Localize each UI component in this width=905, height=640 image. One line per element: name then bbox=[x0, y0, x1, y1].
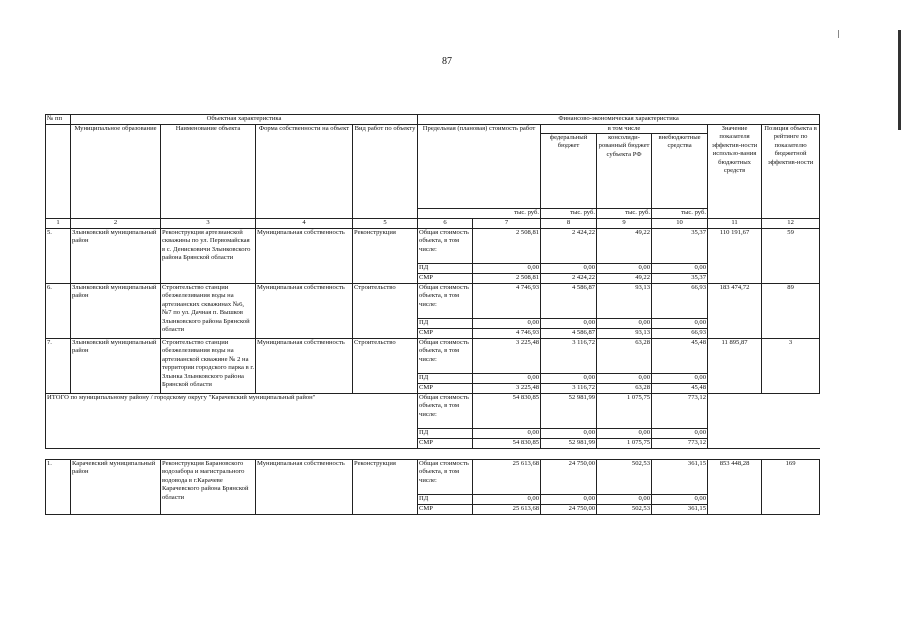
extrabudget-header: внебюджетные средства bbox=[658, 133, 701, 149]
including-subheaders bbox=[541, 134, 707, 208]
row-num: 1. bbox=[46, 459, 71, 514]
row-object-name: Реконструкция артезианской скважины по ул. Первомайская в с. Денисковичи Злынковского района Брянской области bbox=[161, 228, 256, 283]
row-smr-federal: 4 586,87 bbox=[541, 328, 597, 338]
itogo-pd-label: ПД bbox=[418, 428, 473, 438]
corner-mark bbox=[838, 30, 839, 38]
col-number: 12 bbox=[762, 218, 820, 228]
row-ownership: Муниципальная собственность bbox=[256, 228, 353, 283]
row-pd-cost: 0,00 bbox=[473, 318, 541, 328]
row-total-consolidated: 93,13 bbox=[597, 283, 652, 318]
col-number: 2 bbox=[71, 218, 161, 228]
efficiency-header: Значение показателя эффектив-ности использо-вания бюджетных средств bbox=[708, 124, 762, 218]
row-pd-extrabudget: 0,00 bbox=[652, 318, 708, 328]
row-pd-cost: 0,00 bbox=[473, 373, 541, 383]
row-total-federal: 3 116,72 bbox=[541, 338, 597, 373]
itogo-pd-federal: 0,00 bbox=[541, 428, 597, 438]
row-total-federal: 4 586,87 bbox=[541, 283, 597, 318]
section-gap-row bbox=[46, 448, 820, 459]
row-pd-federal: 0,00 bbox=[541, 494, 597, 504]
unit-cost: тыс. руб. bbox=[418, 208, 541, 218]
unit-federal: тыс. руб. bbox=[541, 208, 597, 218]
row-smr-federal: 3 116,72 bbox=[541, 383, 597, 393]
row-total-consolidated: 49,22 bbox=[597, 228, 652, 263]
itogo-rank bbox=[762, 393, 820, 448]
col-number: 10 bbox=[652, 218, 708, 228]
row-total-extrabudget: 66,93 bbox=[652, 283, 708, 318]
ownership-header: Форма собственности на объект bbox=[256, 124, 353, 218]
row-efficiency: 853 448,28 bbox=[708, 459, 762, 514]
row-total-extrabudget: 45,48 bbox=[652, 338, 708, 373]
col-number: 11 bbox=[708, 218, 762, 228]
row-smr-consolidated: 63,28 bbox=[597, 383, 652, 393]
row-work-type: Реконструкция bbox=[353, 459, 418, 514]
work-type-header: Вид работ по объекту bbox=[353, 124, 418, 218]
col-number: 3 bbox=[161, 218, 256, 228]
row-pd-cost: 0,00 bbox=[473, 494, 541, 504]
row-object-name: Строительство станции обезжелезивания воды на артезианских скважинах №6, №7 по ул. Дачная п. Вышков Злынковского района Брянской области bbox=[161, 283, 256, 338]
col-num-header-cont bbox=[46, 124, 71, 218]
row-total-consolidated: 63,28 bbox=[597, 338, 652, 373]
row-pd-extrabudget: 0,00 bbox=[652, 373, 708, 383]
row-municipality: Злынковский муниципальный район bbox=[71, 283, 161, 338]
row-pd-federal: 0,00 bbox=[541, 373, 597, 383]
row-pd-consolidated: 0,00 bbox=[597, 494, 652, 504]
col-number: 5 bbox=[353, 218, 418, 228]
object-name-header: Наименование объекта bbox=[161, 124, 256, 218]
row-pd-extrabudget: 0,00 bbox=[652, 494, 708, 504]
row-smr-extrabudget: 66,93 bbox=[652, 328, 708, 338]
row-smr-label: СМР bbox=[418, 383, 473, 393]
row-smr-extrabudget: 45,48 bbox=[652, 383, 708, 393]
row-ownership: Муниципальная собственность bbox=[256, 283, 353, 338]
row-ownership: Муниципальная собственность bbox=[256, 338, 353, 393]
row-work-type: Реконструкция bbox=[353, 228, 418, 283]
row-pd-federal: 0,00 bbox=[541, 318, 597, 328]
header-row-2 bbox=[46, 124, 820, 208]
itogo-row bbox=[46, 393, 820, 428]
row-smr-consolidated: 502,53 bbox=[597, 504, 652, 514]
rank-header: Позиция объекта в рейтинге по показателю бюджетной эффектив-ности bbox=[762, 124, 820, 218]
page-edge-shadow bbox=[898, 30, 901, 130]
row-smr-federal: 2 424,22 bbox=[541, 273, 597, 283]
project-row bbox=[46, 338, 820, 373]
itogo-smr-consolidated: 1 075,75 bbox=[597, 438, 652, 448]
row-pd-extrabudget: 0,00 bbox=[652, 263, 708, 273]
finance-group-header: Финансово-экономическая характеристика bbox=[418, 115, 820, 125]
row-efficiency: 11 895,87 bbox=[708, 338, 762, 393]
section-gap bbox=[46, 448, 820, 459]
row-smr-extrabudget: 35,37 bbox=[652, 273, 708, 283]
row-rank: 89 bbox=[762, 283, 820, 338]
col-number: 6 bbox=[418, 218, 473, 228]
page-number: 87 bbox=[442, 56, 452, 67]
col-num-header: № пп bbox=[46, 115, 71, 125]
projects-table-body bbox=[46, 115, 820, 515]
row-total-federal: 24 750,00 bbox=[541, 459, 597, 494]
row-total-label: Общая стоимость объекта, в том числе: bbox=[418, 228, 473, 263]
row-smr-consolidated: 49,22 bbox=[597, 273, 652, 283]
itogo-efficiency bbox=[708, 393, 762, 448]
itogo-smr-extrabudget: 773,12 bbox=[652, 438, 708, 448]
project-row bbox=[46, 283, 820, 318]
row-smr-label: СМР bbox=[418, 504, 473, 514]
itogo-pd-extrabudget: 0,00 bbox=[652, 428, 708, 438]
unit-consolidated: тыс. руб. bbox=[597, 208, 652, 218]
itogo-total-consolidated: 1 075,75 bbox=[597, 393, 652, 428]
row-total-cost: 3 225,48 bbox=[473, 338, 541, 373]
row-municipality: Злынковский муниципальный район bbox=[71, 228, 161, 283]
col-number: 4 bbox=[256, 218, 353, 228]
row-pd-consolidated: 0,00 bbox=[597, 318, 652, 328]
row-pd-label: ПД bbox=[418, 263, 473, 273]
row-smr-consolidated: 93,13 bbox=[597, 328, 652, 338]
row-num: 7. bbox=[46, 338, 71, 393]
including-header-cell bbox=[541, 124, 708, 208]
row-total-label: Общая стоимость объекта, в том числе: bbox=[418, 338, 473, 373]
header-row-1 bbox=[46, 115, 820, 125]
project-row bbox=[46, 459, 820, 494]
row-total-consolidated: 502,53 bbox=[597, 459, 652, 494]
row-work-type: Строительство bbox=[353, 283, 418, 338]
row-pd-federal: 0,00 bbox=[541, 263, 597, 273]
itogo-pd-consolidated: 0,00 bbox=[597, 428, 652, 438]
row-smr-cost: 3 225,48 bbox=[473, 383, 541, 393]
itogo-smr-federal: 52 981,99 bbox=[541, 438, 597, 448]
itogo-label: ИТОГО по муниципальному району / городскому округу "Карачевский муниципальный район" bbox=[46, 393, 418, 448]
row-pd-consolidated: 0,00 bbox=[597, 263, 652, 273]
row-municipality: Злынковский муниципальный район bbox=[71, 338, 161, 393]
col-number: 1 bbox=[46, 218, 71, 228]
itogo-total-federal: 52 981,99 bbox=[541, 393, 597, 428]
row-total-extrabudget: 361,15 bbox=[652, 459, 708, 494]
row-work-type: Строительство bbox=[353, 338, 418, 393]
row-smr-cost: 25 613,68 bbox=[473, 504, 541, 514]
row-pd-label: ПД bbox=[418, 494, 473, 504]
row-total-label: Общая стоимость объекта, в том числе: bbox=[418, 459, 473, 494]
row-total-cost: 4 746,93 bbox=[473, 283, 541, 318]
consolidated-header: консолиди-рованный бюджет субъекта РФ bbox=[597, 134, 652, 208]
row-municipality: Карачевский муниципальный район bbox=[71, 459, 161, 514]
row-rank: 59 bbox=[762, 228, 820, 283]
max-cost-header: Предельная (плановая) стоимость работ bbox=[418, 124, 541, 208]
row-total-cost: 2 508,81 bbox=[473, 228, 541, 263]
row-num: 6. bbox=[46, 283, 71, 338]
municipality-header: Муниципальное образование bbox=[71, 124, 161, 218]
unit-extrabudget: тыс. руб. bbox=[652, 208, 708, 218]
col-number: 8 bbox=[541, 218, 597, 228]
row-smr-label: СМР bbox=[418, 328, 473, 338]
row-pd-cost: 0,00 bbox=[473, 263, 541, 273]
row-total-extrabudget: 35,37 bbox=[652, 228, 708, 263]
column-numbers-row bbox=[46, 218, 820, 228]
itogo-total-cost: 54 830,85 bbox=[473, 393, 541, 428]
row-pd-consolidated: 0,00 bbox=[597, 373, 652, 383]
row-efficiency: 110 191,67 bbox=[708, 228, 762, 283]
federal-header: федеральный бюджет bbox=[541, 134, 597, 208]
row-smr-cost: 2 508,81 bbox=[473, 273, 541, 283]
row-efficiency: 183 474,72 bbox=[708, 283, 762, 338]
row-smr-extrabudget: 361,15 bbox=[652, 504, 708, 514]
row-object-name: Строительство станции обезжелезивания воды на артезианской скважине № 2 на территории городского парка в г. Злынка Злынковского района Брянской области bbox=[161, 338, 256, 393]
col-number: 9 bbox=[597, 218, 652, 228]
projects-table bbox=[45, 114, 820, 515]
row-total-cost: 25 613,68 bbox=[473, 459, 541, 494]
project-row bbox=[46, 228, 820, 263]
including-header: в том числе bbox=[541, 125, 707, 134]
object-group-header: Объектная характеристика bbox=[71, 115, 418, 125]
row-rank: 169 bbox=[762, 459, 820, 514]
row-rank: 3 bbox=[762, 338, 820, 393]
col-number: 7 bbox=[473, 218, 541, 228]
itogo-total-label: Общая стоимость объекта, в том числе: bbox=[418, 393, 473, 428]
row-ownership: Муниципальная собственность bbox=[256, 459, 353, 514]
row-pd-label: ПД bbox=[418, 318, 473, 328]
row-smr-label: СМР bbox=[418, 273, 473, 283]
itogo-pd-cost: 0,00 bbox=[473, 428, 541, 438]
row-pd-label: ПД bbox=[418, 373, 473, 383]
row-total-federal: 2 424,22 bbox=[541, 228, 597, 263]
row-total-label: Общая стоимость объекта, в том числе: bbox=[418, 283, 473, 318]
itogo-total-extrabudget: 773,12 bbox=[652, 393, 708, 428]
itogo-smr-label: СМР bbox=[418, 438, 473, 448]
row-object-name: Реконструкция Барановского водозабора и магистрального водовода в г.Карачеве Карачевского района Брянской области bbox=[161, 459, 256, 514]
row-smr-cost: 4 746,93 bbox=[473, 328, 541, 338]
row-smr-federal: 24 750,00 bbox=[541, 504, 597, 514]
row-num: 5. bbox=[46, 228, 71, 283]
itogo-smr-cost: 54 830,85 bbox=[473, 438, 541, 448]
